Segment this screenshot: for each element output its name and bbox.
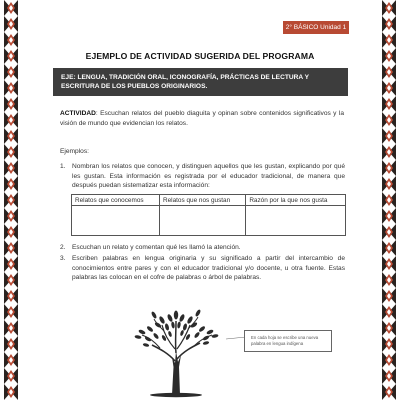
list-item (60, 243, 345, 253)
list-item-text: Escriben palabras en lengua originaria y su significado a partir del intercambio de conocimientos entre pares y con el educador tradicional y/o docente, u otra fuente. Estas palabras las colocan en el cofre de palabras o árbol de palabras. (72, 255, 345, 282)
examples-label: Ejemplos: (60, 148, 89, 155)
list-item-number: 3. (60, 255, 66, 262)
tree-note-box: En cada hoja se escribe una nueva palabra en lengua indígena (244, 330, 332, 352)
activity-text: : Escuchan relatos del pueblo diaguita y opinan sobre contenidos significativos y la visión de mundo que evidencian los relatos. (60, 110, 344, 127)
diaguita-pattern-border-left (4, 0, 18, 400)
list-item (60, 254, 345, 283)
note-pointer-line (226, 336, 246, 340)
tree-illustration (120, 305, 232, 400)
list-item-number: 1. (60, 163, 66, 170)
table-header: Relatos que conocemos (72, 195, 160, 206)
table-cell (72, 206, 160, 236)
eje-banner: EJE: LENGUA, TRADICIÓN ORAL, ICONOGRAFÍA, PRÁCTICAS DE LECTURA Y ESCRITURA DE LOS PUEBLOS ORIGINARIOS. (53, 68, 348, 96)
table-header: Razón por la que nos gusta (246, 195, 346, 206)
list-item-number: 2. (60, 244, 66, 251)
table-header: Relatos que nos gustan (160, 195, 246, 206)
activity-description (60, 109, 344, 129)
diaguita-pattern-border-right (382, 0, 396, 400)
table-cell (160, 206, 246, 236)
stories-table (71, 194, 346, 236)
page-title: EJEMPLO DE ACTIVIDAD SUGERIDA DEL PROGRAMA (85, 51, 315, 61)
list-item-text: Nombran los relatos que conocen, y distinguen aquellos que les gustan, explicando por qué les gustan. Esta información es registrada por el educador tradicional, de manera que después puedan sistematizar esta información: (72, 163, 345, 190)
list-item-text: Escuchan un relato y comentan qué les llamó la atención. (72, 244, 241, 251)
table-cell (246, 206, 346, 236)
grade-unit-tab: 2° BÁSICO Unidad 1 (283, 21, 349, 34)
list-item (60, 162, 345, 191)
activity-label: ACTIVIDAD (60, 110, 96, 117)
